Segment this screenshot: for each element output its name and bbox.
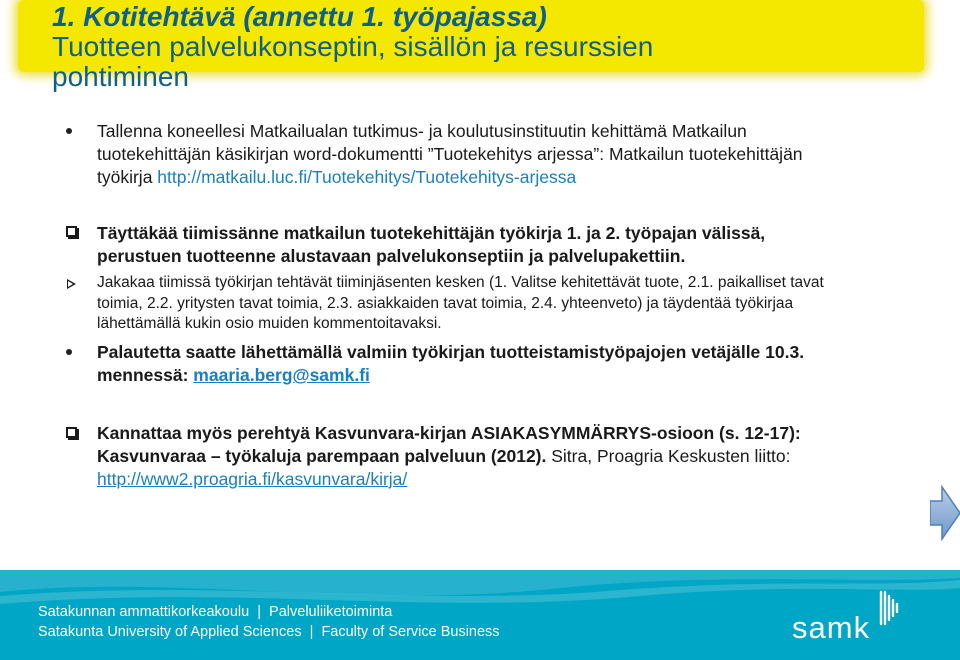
item4-line2 (97, 364, 370, 386)
bullet-icon (66, 128, 72, 134)
title-line-2: Tuotteen palvelukonseptin, sisällön ja resurssien (52, 31, 654, 62)
publisher-text: Sitra, Proagria Keskusten liitto: (546, 446, 791, 466)
arrow-bullet-icon (67, 279, 76, 289)
book-title: Kasvunvaraa – työkaluja parempaan palveluun (2012). (97, 446, 547, 466)
item5-line1: Kannattaa myös perehtyä Kasvunvara-kirjan ASIAKASYMMÄRRYS-osioon (s. 12-17): (97, 423, 801, 443)
item3-line1: Jakakaa tiimissä työkirjan tehtävät tiiminjäsenten kesken (1. Valitse kehitettävät tuote, 2.1. paikalliset tavat (97, 274, 824, 291)
proagria-link[interactable]: http://www2.proagria.fi/kasvunvara/kirja/ (97, 469, 408, 489)
item5-line2 (97, 445, 791, 467)
item1-line1: Tallenna koneellesi Matkailualan tutkimus- ja koulutusinstituutin kehittämä Matkailun (97, 121, 747, 141)
title-line-3: pohtiminen (52, 61, 189, 92)
next-arrow-icon[interactable] (930, 485, 960, 541)
email-link[interactable]: maaria.berg@samk.fi (193, 365, 370, 385)
samk-logo-icon (875, 588, 915, 628)
item4-line1: Palautetta saatte lähettämällä valmiin työkirjan tuotteistamistyöpajojen vetäjälle 10.3. (97, 342, 805, 362)
checkbox-bullet-icon (66, 226, 77, 237)
slide-title (52, 2, 653, 92)
bullet-icon (66, 349, 72, 355)
footer-line-1: Satakunnan ammattikorkeakoulu | Palveluliiketoiminta (38, 604, 393, 620)
title-line-1: 1. Kotitehtävä (annettu 1. työpajassa) (52, 1, 547, 32)
item3-line3: lähettämällä kukin osio muiden kommentoitavaksi. (97, 315, 442, 332)
item1-prefix: työkirja (97, 167, 158, 187)
item3-line2: toimia, 2.2. yritysten tavat toimia, 2.3. asiakkaiden tavat toimia, 2.4. yhteenveto) ja täydentää työkirjaa (97, 295, 794, 312)
item1-line3 (97, 166, 576, 188)
footer-line-2: Satakunta University of Applied Sciences | Faculty of Service Business (38, 624, 500, 640)
checkbox-bullet-icon (66, 427, 77, 438)
matkailu-link[interactable]: http://matkailu.luc.fi/Tuotekehitys/Tuotekehitys-arjessa (157, 167, 577, 187)
item4-prefix: mennessä: (97, 365, 194, 385)
item2-line2: perustuen tuotteenne alustavaan palvelukonseptiin ja palvelupakettiin. (97, 246, 686, 266)
samk-logo-text: samk (792, 610, 871, 645)
item2-line1: Täyttäkää tiimissänne matkailun tuotekehittäjän työkirja 1. ja 2. työpajan välissä, (97, 223, 766, 243)
item1-line2: tuotekehittäjän käsikirjan word-dokumentti ”Tuotekehitys arjessa”: Matkailun tuotekehittäjän (97, 144, 803, 164)
item5-line3 (97, 468, 407, 490)
